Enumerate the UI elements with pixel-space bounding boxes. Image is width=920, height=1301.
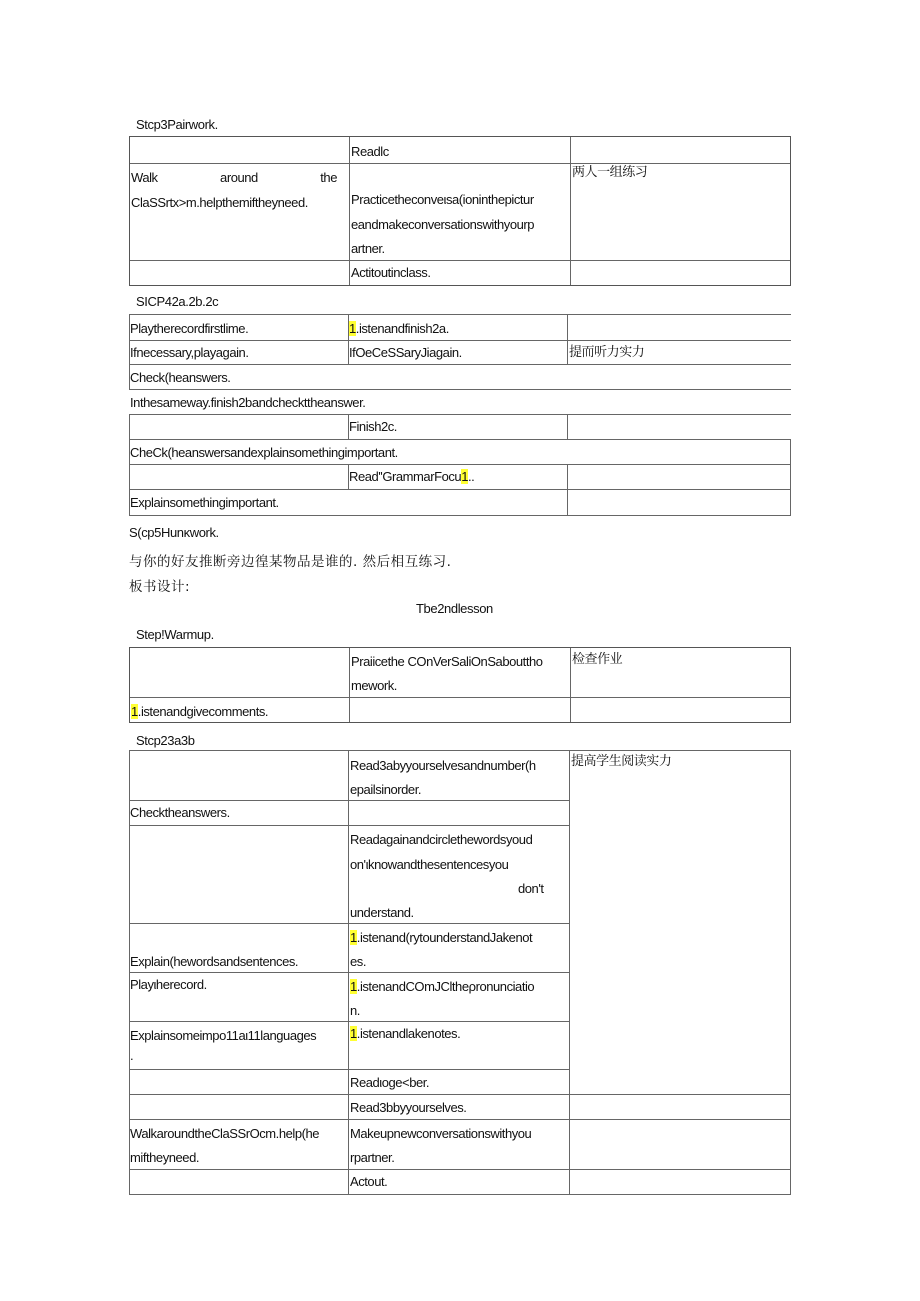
step4-r5-mid: Finish2c. [349, 419, 397, 434]
l2s2-r7-mid: Readιoge<ber. [350, 1075, 430, 1090]
l2s2-r1-mid-line2: epailsinorder. [350, 782, 422, 797]
step3-r2-left-line1: Walk around the [131, 170, 337, 185]
step4-r2-mid: IfOeCeSSaryJiagain. [349, 345, 462, 360]
l2s2-r5-left: Playιherecord. [130, 977, 207, 992]
step4-r4: Inthesameway.finish2bandcheckttheanswer. [130, 395, 366, 410]
l2s2-r3-mid-line4: understand. [350, 905, 414, 920]
step3-heading: Stcp3Pairwork. [136, 117, 218, 132]
step3-r1-mid: Readlc [351, 144, 389, 159]
l2s1-r1-mid-line2: mework. [351, 678, 397, 693]
l2s2-r9-left-line1: WalkaroundtheClaSSrOcm.help(he [130, 1126, 320, 1141]
step3-r3-mid: Actitoutinclass. [351, 265, 431, 280]
step5-line1: 与你的好友推断旁边徨某物品是谁的. 然后相互练习. [129, 554, 452, 570]
l2s2-r9-mid-line1: Makeupnewconversationswithyou [350, 1126, 532, 1141]
step4-r1-left: Playtherecordfirstlime. [130, 321, 249, 336]
l2s2-r1-mid-line1: Read3abyyourselvesandnumber(h [350, 758, 536, 773]
l2s2-r6-mid: 1.istenandlakenotes. [350, 1026, 461, 1041]
l2s2-r9-mid-line2: rpartner. [350, 1150, 395, 1165]
l2s2-r2-left: Checktheanswers. [130, 805, 230, 820]
step4-r1-mid: 1.istenandfinish2a. [349, 321, 449, 336]
l2s2-r3-mid-line3: don't [518, 881, 544, 896]
lesson2-step2-table [129, 750, 791, 1195]
l2s2-r4-mid-line1: 1.istenand(rytounderstandJakenot [350, 930, 533, 945]
step4-r2-left: Ifnecessary,playagain. [130, 345, 249, 360]
step4-heading: SICP42a.2b.2c [136, 294, 219, 309]
board-design-label: 板书设计: [129, 579, 191, 595]
step5-heading: S(cp5Hunκwork. [129, 525, 219, 540]
step3-r2-mid-line2: eandmakeconversationswithyourp [351, 217, 535, 232]
l2s2-r3-mid-line1: Readagainandcirclethewordsyoud [350, 832, 533, 847]
l2s1-r1-right: 检查作业 [572, 652, 623, 667]
l2s2-r4-left: Explain(hewordsandsentences. [130, 954, 299, 969]
step3-table [129, 136, 791, 286]
l2s2-r3-mid-line2: on'ιknowandthesentencesyou [350, 857, 509, 872]
lesson2-step1-heading: Step!Warmup. [136, 627, 214, 642]
step3-r2-mid-line1: Practicetheconveιsa(ioninthepictur [351, 192, 534, 207]
step4-r8-left: Explainsomethingimportant. [130, 495, 279, 510]
step4-r6: CheCk(heanswersandexplainsomethingimportant. [130, 445, 398, 460]
l2s2-r6-left-line2: . [130, 1048, 134, 1063]
l2s1-r2-left: 1.istenandgivecomments. [131, 704, 269, 719]
step4-r2-right: 提而听力实力 [569, 345, 645, 360]
lesson2-step2-heading: Stcp23a3b [136, 733, 195, 748]
l2s2-r6-left-line1: Explainsomeimpo11aι11languages [130, 1028, 317, 1043]
l2s2-r9-left-line2: miftheyneed. [130, 1150, 200, 1165]
l2s2-r5-mid-line2: n. [350, 1003, 360, 1018]
step4-r3: Check(heanswers. [130, 370, 231, 385]
l2s2-r4-mid-line2: es. [350, 954, 366, 969]
l2s1-r1-mid-line1: Praiicethe COnVerSaliOnSabouttho [351, 654, 543, 669]
l2s2-r10-mid: Actout. [350, 1174, 388, 1189]
step4-r7-mid: Read''GrammarFocu1.. [349, 469, 475, 484]
step3-r2-mid-line3: artner. [351, 241, 385, 256]
step3-r2-right: 两人一组练习 [572, 165, 648, 180]
l2s2-r5-mid-line1: 1.istenandCOmJCltheρronunciatio [350, 979, 535, 994]
lesson2-title: Tbe2ndlesson [416, 601, 493, 616]
l2s2-r8-mid: Read3bbyyourselves. [350, 1100, 467, 1115]
l2s2-right: 提高学生阅读实力 [571, 754, 672, 769]
step3-r2-left-line2: ClaSSrtx>m.helpthemiftheyneed. [131, 195, 308, 210]
step4-table [129, 314, 791, 516]
lesson2-step1-table [129, 647, 791, 723]
